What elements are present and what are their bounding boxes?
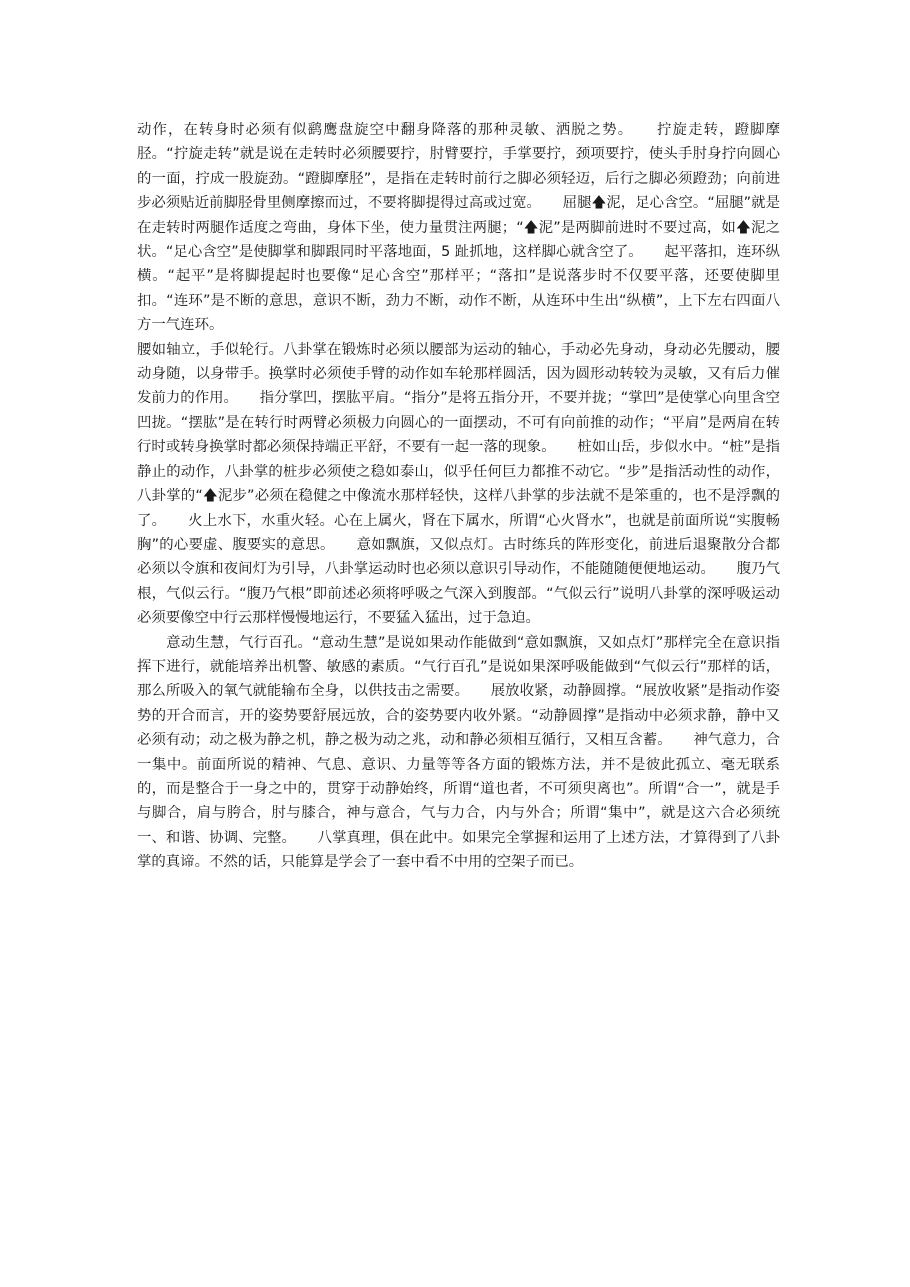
paragraph-3: 意动生慧，气行百孔。“意动生慧”是说如果动作能做到“意如飘旗，又如点灯”那样完全在意识指挥下进行，就能培养出机警、敏感的素质。“气行百孔”是说如果深呼吸能做到“气似云行”那样的话，那么所吸入的氧气就能输布全身，以供技击之需要。 展放收紧，动静圆撑。“展放收紧”是指动作姿势的开合而言，开的姿势要舒展远放，合的姿势要内收外紧。“动静圆撑”是指动中必须求静，静中又必须有动；动之极为静之机，静之极为动之兆，动和静必须相互循行，又相互含蓄。 神气意力，合一集中。前面所说的精神、气息、意识、力量等等各方面的锻炼方法，并不是彼此孤立、毫无联系的，而是整合于一身之中的，贯穿于动静始终，所谓“道也者，不可须臾离也”。所谓“合一”，就是手与脚合，肩与胯合，肘与膝合，神与意合，气与力合，内与外合；所谓“集中”，就是这六合必须统一、和谐、协调、完整。 八掌真理，俱在此中。如果完全掌握和运用了上述方法，才算得到了八卦掌的真谛。不然的话，只能算是学会了一套中看不中用的空架子而已。 xyxy=(137,634,780,871)
paragraph-1: 动作，在转身时必须有似鹞鹰盘旋空中翻身降落的那种灵敏、洒脱之势。 拧旋走转，蹬脚摩胫。“拧旋走转”就是说在走转时必须腰要拧，肘臂要拧，手掌要拧，颈项要拧，使头手肘身拧向圆心的一面，拧成一股旋劲。“蹬脚摩胫”，是指在走转时前行之脚必须轻迈，后行之脚必须蹬劲；向前进步必须贴近前脚胫骨里侧摩擦而过，不要将脚提得过高或过宽。 屈腿🡅泥，足心含空。“屈腿”就是在走转时两腿作适度之弯曲，身体下坐，使力量贯注两腿；“🡅泥”是两脚前进时不要过高，如🡅泥之状。“足心含空”是使脚掌和脚跟同时平落地面，5 趾抓地，这样脚心就含空了。 起平落扣，连环纵横。“起平”是将脚提起时也要像“足心含空”那样平；“落扣”是说落步时不仅要平落，还要使脚里扣。“连环”是不断的意思，意识不断，劲力不断，动作不断，从连环中生出“纵横”，上下左右四面八方一气连环。 xyxy=(137,122,780,334)
document-body xyxy=(137,118,780,875)
paragraph-2: 腰如轴立，手似轮行。八卦掌在锻炼时必须以腰部为运动的轴心，手动必先身动，身动必先腰动，腰动身随，以身带手。换掌时必须使手臂的动作如车轮那样圆活，因为圆形动转较为灵敏，又有后力催发前力的作用。 指分掌凹，摆肱平肩。“指分”是将五指分开，不要并拢；“掌凹”是使掌心向里含空凹拢。“摆肱”是在转行时两臂必须极力向圆心的一面摆动，不可有向前推的动作；“平肩”是两肩在转行时或转身换掌时都必须保持端正平舒，不要有一起一落的现象。 桩如山岳，步似水中。“桩”是指静止的动作，八卦掌的桩步必须使之稳如泰山，似乎任何巨力都推不动它。“步”是指活动性的动作，八卦掌的“🡅泥步”必须在稳健之中像流水那样轻快，这样八卦掌的步法就不是笨重的，也不是浮飘的了。 火上水下，水重火轻。心在上属火，肾在下属水，所谓“心火肾水”，也就是前面所说“实腹畅胸”的心要虚、腹要实的意思。 意如飘旗，又似点灯。古时练兵的阵形变化，前进后退聚散分合都必须以令旗和夜间灯为引导，八卦掌运动时也必须以意识引导动作，不能随随便便地运动。 腹乃气根，气似云行。“腹乃气根”即前述必须将呼吸之气深入到腹部。“气似云行”说明八卦掌的深呼吸运动必须要像空中行云那样慢慢地运行，不要猛入猛出，过于急迫。 xyxy=(137,341,780,627)
